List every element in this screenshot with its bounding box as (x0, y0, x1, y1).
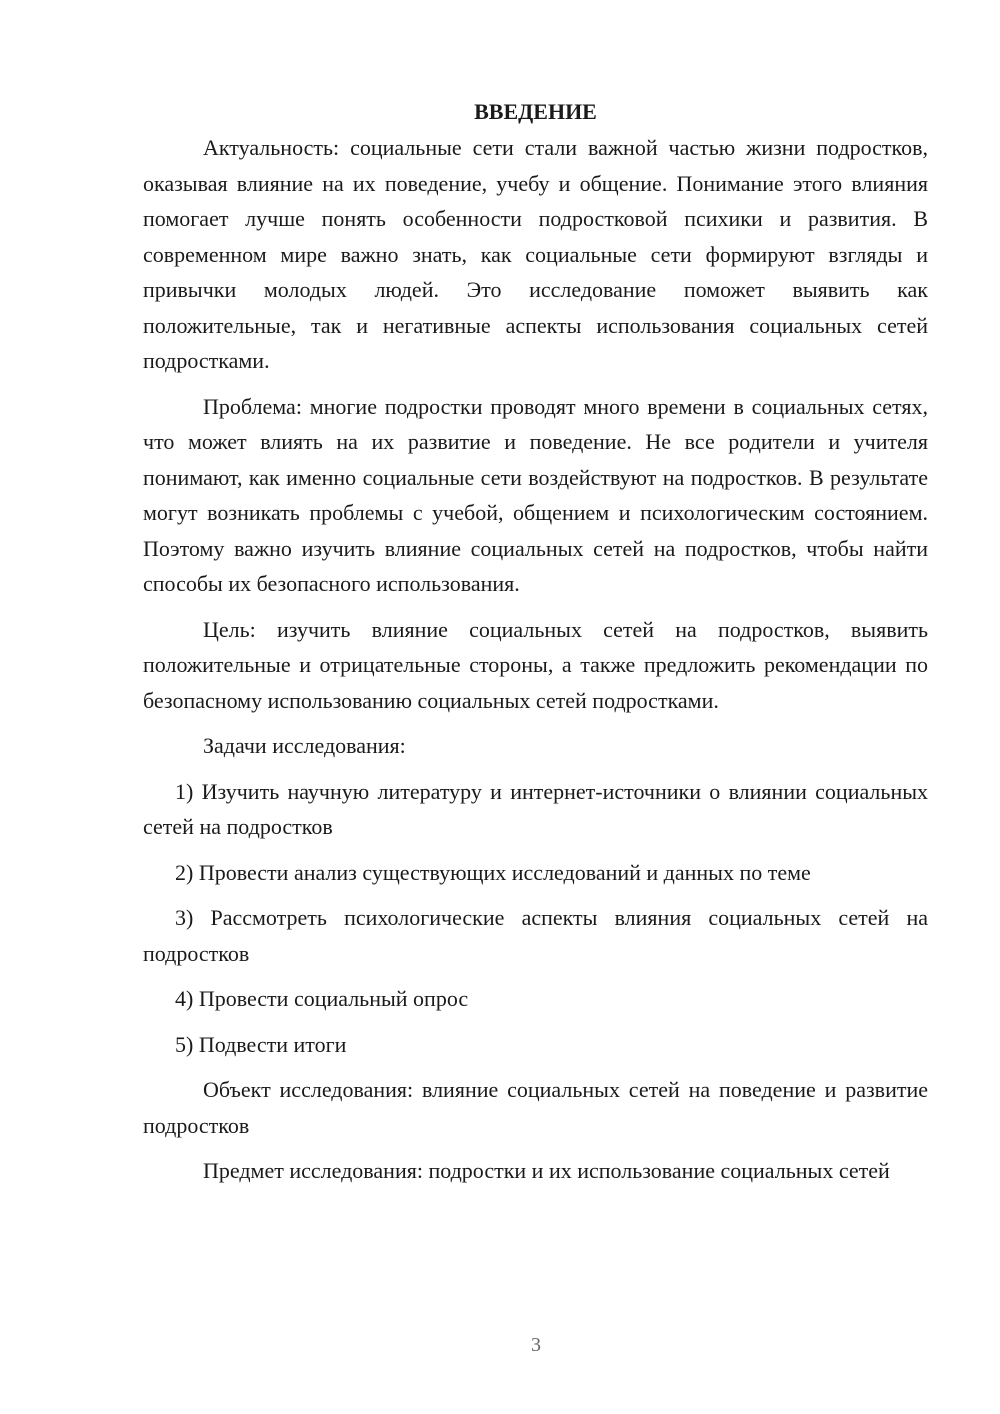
task-item: 3) Рассмотреть психологические аспекты влияния социальных сетей на подростков (143, 905, 928, 966)
task-item: 5) Подвести итоги (175, 1031, 347, 1057)
task-item: 1) Изучить научную литературу и интернет-источники о влиянии социальных сетей на подростков (143, 778, 928, 839)
paragraph-relevance: Актуальность: социальные сети стали важной частью жизни подростков, оказывая влияние на их поведение, учебу и общение. Понимание этого влияния помогает лучше понять особенности подростковой психики и развития. В современном мире важно знать, как социальные сети формируют взгляды и привычки молодых людей. Это исследование поможет выявить как положительные, так и негативные аспекты использования социальных сетей подростками. (143, 135, 928, 373)
tasks-heading: Задачи исследования: (203, 733, 406, 758)
page-number: 3 (531, 1334, 541, 1356)
paragraph-goal: Цель: изучить влияние социальных сетей на подростков, выявить положительные и отрицательные стороны, а также предложить рекомендации по безопасному использованию социальных сетей подростками. (143, 616, 928, 713)
document-body (143, 94, 928, 1199)
section-title: ВВЕДЕНИЕ (474, 99, 597, 124)
task-item: 4) Провести социальный опрос (175, 986, 469, 1011)
task-item: 2) Провести анализ существующих исследований и данных по теме (175, 859, 811, 885)
paragraph-object: Объект исследования: влияние социальных сетей на поведение и развитие подростков (143, 1077, 928, 1138)
paragraph-problem: Проблема: многие подростки проводят много времени в социальных сетях, что может влиять на их развитие и поведение. Не все родители и учителя понимают, как именно социальные сети воздействуют на подростков. В результате могут возникать проблемы с учебой, общением и психологическим состоянием. Поэтому важно изучить влияние социальных сетей на подростков, чтобы найти способы их безопасного использования. (143, 393, 928, 596)
paragraph-subject: Предмет исследования: подростки и их использование социальных сетей (203, 1158, 890, 1183)
